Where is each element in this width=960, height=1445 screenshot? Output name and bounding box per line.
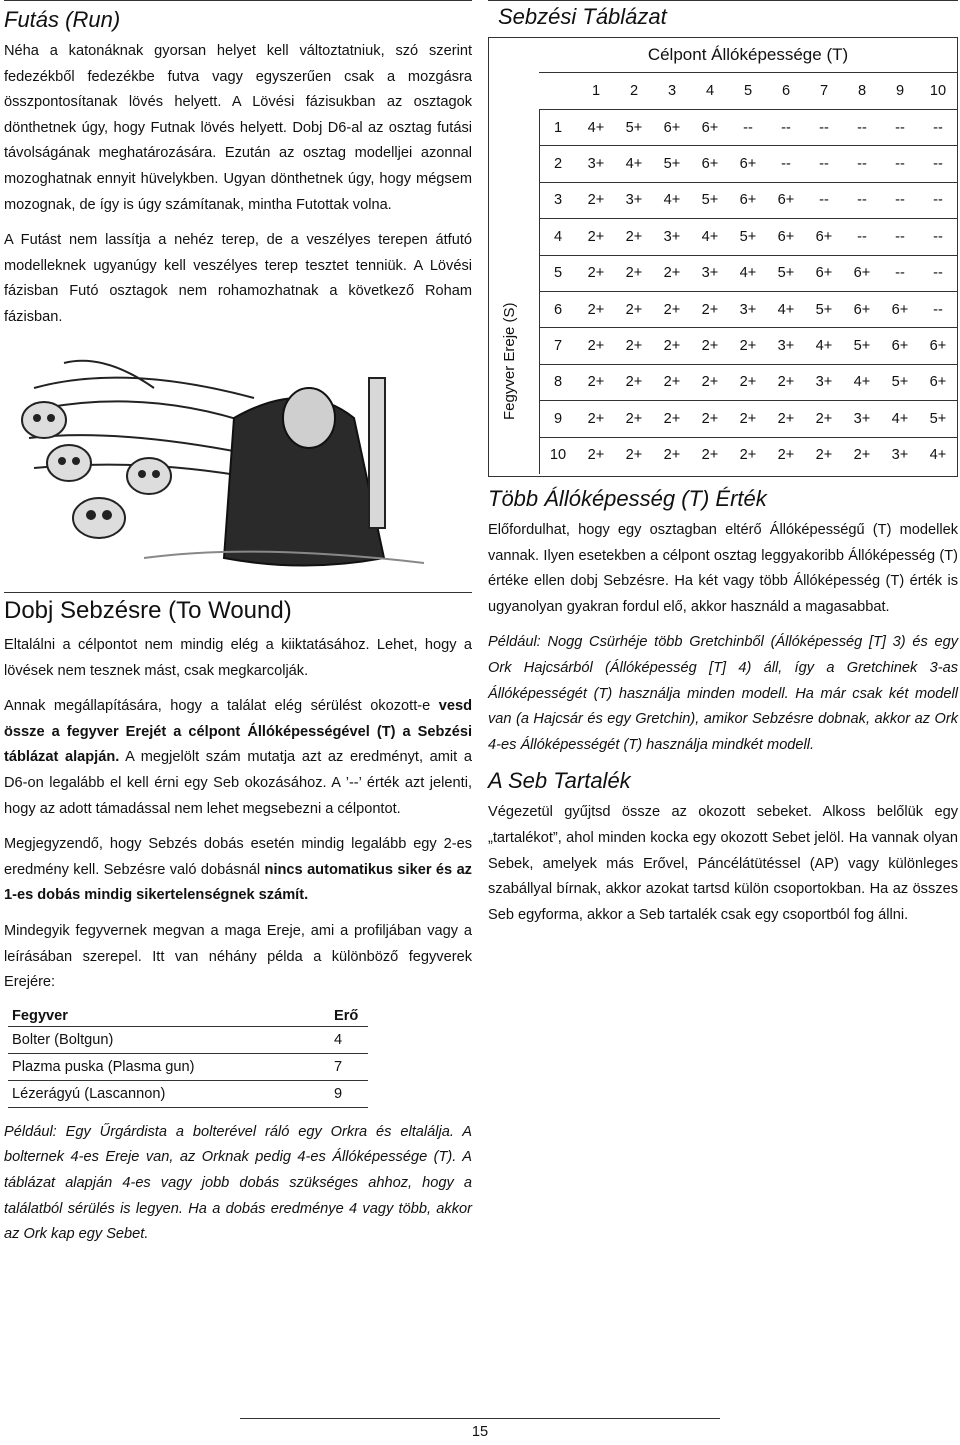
chart-cell: 4+ (805, 328, 843, 364)
chart-row (539, 328, 957, 364)
chart-cell: 2+ (691, 291, 729, 327)
weapon-strength-table (8, 1006, 368, 1108)
chart-cell: -- (805, 182, 843, 218)
chart-cell: -- (919, 110, 957, 146)
chart-column-label: 1 (577, 73, 615, 110)
chart-cell: 4+ (729, 255, 767, 291)
chart-row-label: 3 (539, 182, 577, 218)
chart-column-label: 2 (615, 73, 653, 110)
multi-example: Például: Nogg Csürhéje több Gretchinből (Állóképesség [T] 3) és egy Ork Hajcsárból (Állóképesség [T] 4) áll, így a Gretchinek 3-as Állóképességét (T) használja minden modell. Ha már csak két modell van (a Hajcsár és egy Gretchin), amikor Sebzésre dobnak, akkor az Ork 4-es Állóképességét (T) használja mindkét modell. (488, 634, 958, 753)
chart-cell: 6+ (919, 328, 957, 364)
chart-cell: 5+ (615, 110, 653, 146)
pool-paragraph-1: Végezetül gyűjtsd össze az okozott sebeket. Alkoss belőlük egy „tartalékot”, ahol minden kocka egy okozott Sebet jelöl. Ha vannak olyan Sebek, amelyek más Erővel, Páncélátütéssel (AP) vagy különleges szabállyal bírnak, akkor azokat tartsd külön csoportokban. Ha az összes Seb egyforma, akkor a Seb tartalék csak egy csoportból fog állni. (488, 804, 958, 923)
chart-cell: 3+ (653, 219, 691, 255)
pool-title: A Seb Tartalék (488, 768, 631, 794)
chart-column-header: Célpont Állóképessége (T) (539, 38, 957, 73)
chart-cell: 2+ (815, 447, 833, 464)
chart-cell: 2+ (577, 219, 615, 255)
chart-cell: -- (881, 219, 919, 255)
chart-cell: -- (767, 110, 805, 146)
chart-cell: 3+ (805, 364, 843, 400)
chart-cell: -- (843, 182, 881, 218)
chart-cell: 2+ (739, 447, 757, 464)
chart-cell: 2+ (653, 401, 691, 437)
chart-row (539, 146, 957, 182)
chart-cell: 4+ (881, 401, 919, 437)
chart-cell: 6+ (691, 110, 729, 146)
skull-icon (22, 402, 66, 438)
chart-cell: 4+ (843, 364, 881, 400)
chart-title: Sebzési Táblázat (498, 4, 667, 29)
chart-cell: -- (881, 182, 919, 218)
chart-cell: 6+ (843, 255, 881, 291)
chart-cell: 2+ (777, 447, 795, 464)
chart-column-label: 7 (805, 73, 843, 110)
chart-cell: 2+ (587, 447, 605, 464)
chart-cell: 2+ (577, 255, 615, 291)
chart-row-label: 10 (549, 447, 567, 464)
wound-paragraph-3: Megjegyzendő, hogy Sebzés dobás esetén mindig legalább egy 2-es eredmény kell. Sebzésre való dobásnál nincs automatikus siker és az 1-es dobás mindig sikertelenségnek számít. (4, 836, 472, 904)
chart-cell: -- (843, 146, 881, 182)
chart-cell: 2+ (577, 364, 615, 400)
wound-chart (488, 0, 958, 478)
chart-cell: 4+ (577, 110, 615, 146)
chart-cell: 6+ (881, 328, 919, 364)
chart-cell: 4+ (691, 219, 729, 255)
chart-row (539, 110, 957, 146)
chart-cell: 2+ (691, 364, 729, 400)
chart-corner-cell (539, 73, 577, 110)
chart-row-label: 4 (539, 219, 577, 255)
chart-header-row (539, 73, 957, 110)
weapon-header: Fegyver (8, 1006, 330, 1027)
chart-cell: 2+ (691, 328, 729, 364)
chart-cell: -- (843, 110, 881, 146)
chart-cell: 3+ (577, 146, 615, 182)
wound-title: Dobj Sebzésre (To Wound) (4, 597, 292, 624)
chart-cell: -- (919, 182, 957, 218)
wound-paragraph-2: Annak megállapítására, hogy a találat elég sérülést okozott-e vesd össze a fegyver Erejét a célpont Állóképességével (T) a Sebzési táblázat alapján. A megjelölt szám mutatja azt az eredményt, amit a D6-on legalább el kell érni egy Seb okozásához. A ’--’ érték azt jelenti, hogy az adott támadással nem lehet megsebezni a célpontot. (4, 698, 472, 817)
chart-cell: 2+ (615, 328, 653, 364)
table-row: Lézerágyú (Lascannon) 9 (8, 1080, 368, 1107)
chart-cell: 2+ (663, 447, 681, 464)
run-paragraph-1: Néha a katonáknak gyorsan helyet kell változtatniuk, szó szerint fedezékből fedezékbe futva vagy egyszerűen csak a mozgásra összpontosítanak lövés helyett. A Lövési fázisukban az osztagok dönthetnek úgy, hogy Futnak lövés helyett. Dobj D6-al az osztag futási távolságának meghatározására. Ezután az osztag modelljei azonnal mozoghatnak ennyit hüvelykben. Ugyan dönthetnek úgy, hogy mégsem mozognak, de így is úgy számítanak, mintha Futottak volna. (4, 43, 472, 213)
chart-cell: 6+ (919, 364, 957, 400)
chart-cell: 5+ (729, 219, 767, 255)
chart-box (488, 37, 958, 477)
wound-example: Például: Egy Űrgárdista a bolterével ráló egy Orkra és eltalálja. A bolternek 4-es Ereje van, az Orknak pedig 4-es Állóképessége (T). A táblázat alapján 4-es vagy jobb dobás szükséges ahhoz, hogy a találatból sérülés is legyen. Ha a dobás eredménye 4 vagy több, akkor az Ork kap egy Sebet. (4, 1123, 472, 1243)
chart-cell: -- (729, 110, 767, 146)
chart-cell: 3+ (691, 255, 729, 291)
run-title: Futás (Run) (4, 7, 121, 32)
chart-cell: 2+ (577, 401, 615, 437)
left-column-lower (4, 592, 472, 1258)
chart-cell: 2+ (691, 401, 729, 437)
chart-column-label: 8 (843, 73, 881, 110)
chart-cell: 4+ (929, 447, 947, 464)
chart-cell: 6+ (767, 182, 805, 218)
chart-cell: 5+ (767, 255, 805, 291)
chart-cell: 2+ (577, 328, 615, 364)
chart-cell: 5+ (653, 146, 691, 182)
right-column (488, 486, 958, 938)
chart-row (539, 364, 957, 400)
chart-cell: -- (919, 146, 957, 182)
chart-cell: -- (881, 146, 919, 182)
chart-cell: 2+ (653, 255, 691, 291)
chart-cell: 2+ (653, 291, 691, 327)
wound-rule (4, 592, 472, 593)
chart-cell: -- (805, 110, 843, 146)
top-rule (4, 0, 472, 1)
chart-cell: 2+ (615, 401, 653, 437)
chart-cell: 3+ (891, 447, 909, 464)
chart-cell: 2+ (653, 328, 691, 364)
left-column (4, 0, 472, 341)
chart-column-label: 10 (919, 73, 957, 110)
chart-row (539, 182, 957, 218)
chart-row (539, 291, 957, 327)
chart-cell: 2+ (625, 447, 643, 464)
chart-cell: 2+ (615, 364, 653, 400)
necromancer-illustration (4, 358, 470, 583)
run-paragraph-2: A Futást nem lassítja a nehéz terep, de a veszélyes terepen átfutó modelleknek ugyanúgy kell veszélyes terep tesztet tenniük. A Lövési fázisban Futó osztagok nem rohamozhatnak a következő Roham fázisban. (4, 232, 472, 325)
chart-cell: 3+ (843, 401, 881, 437)
chart-cell: 4+ (767, 291, 805, 327)
chart-column-label: 5 (729, 73, 767, 110)
chart-row-label: 9 (539, 401, 577, 437)
chart-cell: 2+ (853, 447, 871, 464)
chart-cell: -- (767, 146, 805, 182)
chart-cell: 6+ (843, 291, 881, 327)
chart-cell: 3+ (729, 291, 767, 327)
chart-cell: 2+ (805, 401, 843, 437)
chart-cell: 2+ (701, 447, 719, 464)
chart-row (539, 219, 957, 255)
chart-cell: 2+ (615, 255, 653, 291)
chart-cell: 2+ (615, 219, 653, 255)
chart-row-label: 1 (539, 110, 577, 146)
multi-paragraph-1: Előfordulhat, hogy egy osztagban eltérő Állóképességű (T) modellek vannak. Ilyen esetekben a célpont osztag leggyakoribb Állóképesség (T) értéke ellen dobj Sebzésre. Ha két vagy több Állóképesség (T) érték is ugyanolyan gyakran fordul elő, akkor használd a magasabbat. (488, 522, 958, 615)
chart-cell: -- (805, 146, 843, 182)
chart-cell: -- (881, 110, 919, 146)
table-row: Plazma puska (Plasma gun) 7 (8, 1053, 368, 1080)
chart-cell: 5+ (691, 182, 729, 218)
footer-rule (240, 1418, 720, 1419)
chart-cell: -- (919, 219, 957, 255)
chart-cell: 2+ (615, 291, 653, 327)
chart-column-label: 9 (881, 73, 919, 110)
multi-title: Több Állóképesség (T) Érték (488, 486, 767, 511)
chart-cell: 6+ (729, 182, 767, 218)
chart-cell: 3+ (767, 328, 805, 364)
wound-paragraph-1: Eltalálni a célpontot nem mindig elég a kiiktatásához. Lehet, hogy a lövések nem tesznek mást, csak megkarcolják. (4, 637, 472, 679)
chart-cell: 2+ (729, 364, 767, 400)
chart-row (539, 437, 957, 473)
chart-cell: 6+ (653, 110, 691, 146)
chart-row-label: 5 (539, 255, 577, 291)
table-row: Bolter (Boltgun) 4 (8, 1026, 368, 1053)
chart-cell: 6+ (881, 291, 919, 327)
chart-row-label: 8 (539, 364, 577, 400)
chart-cell: 5+ (919, 401, 957, 437)
chart-row-label: 7 (539, 328, 577, 364)
chart-row-header-cell (489, 110, 540, 474)
chart-cell: 3+ (615, 182, 653, 218)
chart-cell: 6+ (805, 255, 843, 291)
chart-row (539, 401, 957, 437)
chart-cell: 2+ (577, 291, 615, 327)
chart-row (539, 255, 957, 291)
chart-cell: 5+ (805, 291, 843, 327)
chart-cell: 4+ (615, 146, 653, 182)
chart-column-label: 3 (653, 73, 691, 110)
chart-column-label: 4 (691, 73, 729, 110)
chart-row-label: 2 (539, 146, 577, 182)
strength-header: Erő (330, 1006, 368, 1027)
chart-cell: 2+ (767, 401, 805, 437)
chart-cell: 6+ (691, 146, 729, 182)
page-number: 15 (471, 1424, 489, 1440)
wound-grid (539, 73, 957, 473)
wound-paragraph-4: Mindegyik fegyvernek megvan a maga Ereje, ami a profiljában vagy a leírásában szerepel. Itt van néhány példa a különböző fegyverek Erejére: (4, 922, 472, 991)
chart-cell: 2+ (577, 182, 615, 218)
chart-cell: 2+ (729, 401, 767, 437)
chart-cell: 2+ (729, 328, 767, 364)
chart-cell: 5+ (881, 364, 919, 400)
chart-cell: 2+ (653, 364, 691, 400)
chart-row-label: 6 (539, 291, 577, 327)
chart-cell: 2+ (767, 364, 805, 400)
chart-cell: -- (881, 255, 919, 291)
chart-cell: -- (919, 291, 957, 327)
chart-cell: -- (919, 255, 957, 291)
chart-row-header: Fegyver Ereje (S) (501, 302, 518, 420)
chart-cell: 5+ (843, 328, 881, 364)
chart-top-rule (488, 0, 958, 1)
chart-cell: 6+ (729, 146, 767, 182)
chart-cell: 6+ (767, 219, 805, 255)
chart-cell: 4+ (653, 182, 691, 218)
chart-cell: 6+ (805, 219, 843, 255)
chart-column-label: 6 (767, 73, 805, 110)
chart-cell: -- (843, 219, 881, 255)
